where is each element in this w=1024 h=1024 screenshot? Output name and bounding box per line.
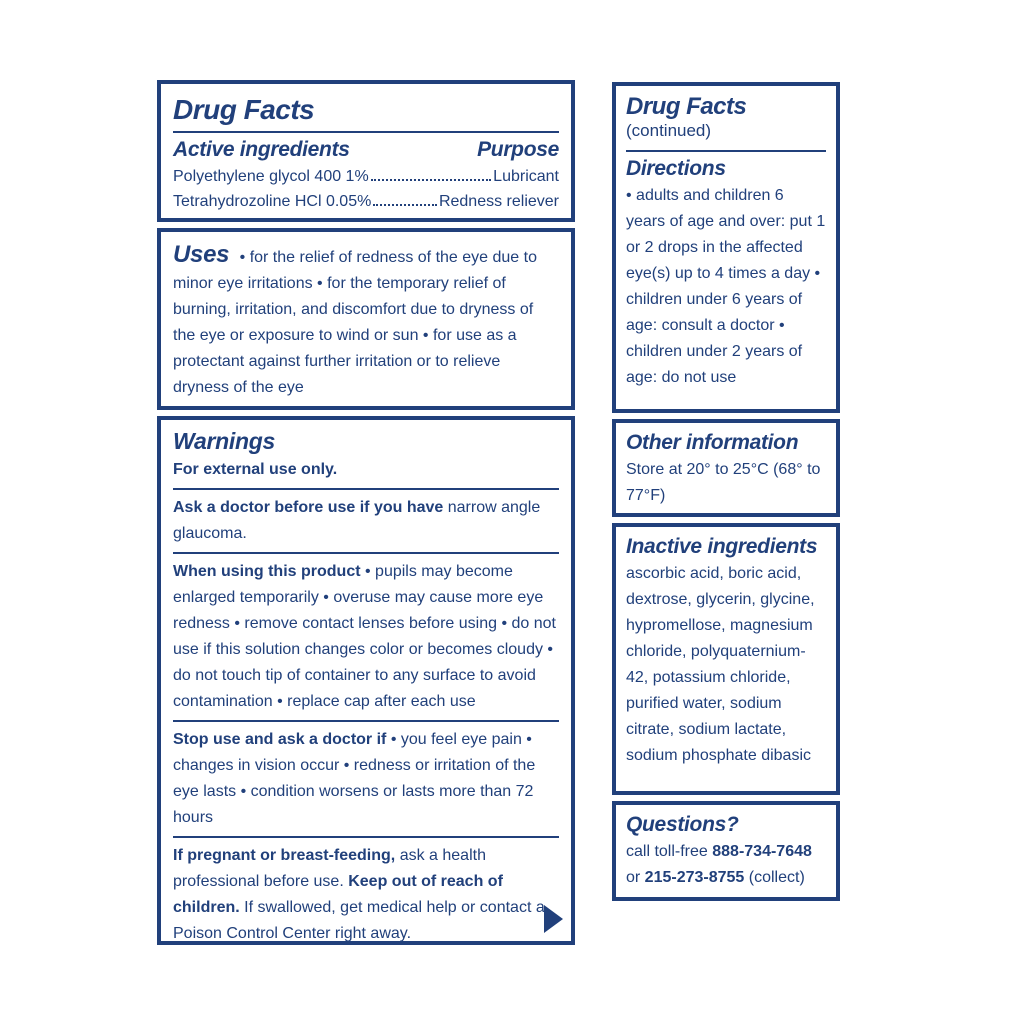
pregnant-paragraph bbox=[173, 843, 559, 947]
dotted-leader bbox=[371, 179, 491, 181]
questions-heading: Questions? bbox=[626, 813, 739, 836]
when-using-rest: • pupils may become enlarged temporarily • overuse may cause more eye redness • remove contact lenses before using • do not use if this solution changes color or becomes cloudy • do not touch tip of container to any surface to avoid contamination • replace cap after each use bbox=[173, 563, 556, 710]
ingredient-row bbox=[173, 164, 559, 189]
drug-facts-title: Drug Facts bbox=[173, 94, 315, 125]
collect-suffix: (collect) bbox=[744, 869, 805, 886]
active-ingredients-heading: Active ingredients bbox=[173, 138, 350, 162]
when-using-paragraph bbox=[173, 559, 559, 715]
divider bbox=[173, 131, 559, 133]
divider bbox=[173, 836, 559, 838]
divider bbox=[626, 150, 826, 152]
pregnant-bold: If pregnant or breast-feeding, bbox=[173, 847, 396, 864]
divider bbox=[173, 552, 559, 554]
stop-use-paragraph bbox=[173, 727, 559, 831]
questions-line-2 bbox=[626, 865, 826, 891]
active-ingredients-box bbox=[157, 80, 575, 222]
keep-out-of-reach-bold: Keep out of reach of children. bbox=[173, 873, 503, 916]
stop-use-rest: • you feel eye pain • changes in vision occur • redness or irritation of the eye lasts • condition worsens or lasts more than 72 hours bbox=[173, 731, 536, 826]
other-information-box bbox=[612, 419, 840, 517]
stop-use-bold: Stop use and ask a doctor if bbox=[173, 731, 387, 748]
toll-free-number: 888-734-7648 bbox=[712, 843, 812, 860]
pregnant-text: ask a health professional before use. bbox=[173, 847, 486, 890]
continue-arrow-icon bbox=[544, 905, 563, 933]
ask-doctor-paragraph bbox=[173, 495, 559, 547]
dotted-leader bbox=[373, 204, 437, 206]
ingredient-row bbox=[173, 189, 559, 214]
divider bbox=[173, 720, 559, 722]
collect-label: or bbox=[626, 869, 645, 886]
ingredient-purpose: Lubricant bbox=[493, 168, 559, 186]
inactive-ingredients-heading: Inactive ingredients bbox=[626, 535, 818, 558]
ingredient-purpose: Redness reliever bbox=[438, 193, 559, 211]
uses-heading: Uses bbox=[173, 241, 230, 268]
warnings-box bbox=[157, 416, 575, 945]
directions-text: • adults and children 6 years of age and over: put 1 or 2 drops in the affected eye(s) up to 4 times a day • children under 6 years of age: consult a doctor • children under 2 years of age: do not use bbox=[626, 186, 826, 386]
inactive-ingredients-box bbox=[612, 523, 840, 795]
continued-label: (continued) bbox=[626, 121, 712, 141]
external-use-text: For external use only. bbox=[173, 461, 338, 478]
right-panel bbox=[612, 82, 840, 901]
ingredient-name: Polyethylene glycol 400 1% bbox=[173, 168, 369, 186]
when-using-bold: When using this product bbox=[173, 563, 361, 580]
uses-box bbox=[157, 228, 575, 410]
questions-box bbox=[612, 801, 840, 901]
inactive-ingredients-text: ascorbic acid, boric acid, dextrose, glycerin, glycine, hypromellose, magnesium chloride, polyquaternium-42, potassium chloride, purified water, sodium citrate, sodium lactate, sodium phosphate dibasic bbox=[626, 565, 815, 764]
uses-paragraph bbox=[173, 242, 559, 401]
uses-text: • for the relief of redness of the eye due to minor eye irritations • for the temporary relief of burning, irritation, and discomfort due to dryness of the eye or exposure to wind or sun • for use as a protectant against further irritation or to relieve dryness of the eye bbox=[173, 249, 537, 396]
other-information-text: Store at 20° to 25°C (68° to 77°F) bbox=[626, 461, 821, 504]
directions-box bbox=[612, 82, 840, 413]
ask-doctor-bold: Ask a doctor before use if you have bbox=[173, 499, 444, 516]
toll-free-label: call toll-free bbox=[626, 843, 713, 860]
purpose-heading: Purpose bbox=[477, 138, 559, 162]
drug-facts-continued-title: Drug Facts bbox=[626, 93, 747, 120]
other-information-heading: Other information bbox=[626, 431, 799, 454]
warnings-heading: Warnings bbox=[173, 428, 275, 454]
ask-doctor-rest: narrow angle glaucoma. bbox=[173, 499, 541, 542]
directions-heading: Directions bbox=[626, 156, 726, 180]
left-panel bbox=[157, 80, 575, 945]
pregnant-text-2: If swallowed, get medical help or contact a Poison Control Center right away. bbox=[173, 899, 545, 942]
collect-number: 215-273-8755 bbox=[644, 869, 745, 886]
active-ingredients-header-row bbox=[173, 138, 559, 162]
questions-line-1 bbox=[626, 839, 826, 865]
divider bbox=[173, 488, 559, 490]
ingredient-name: Tetrahydrozoline HCl 0.05% bbox=[173, 193, 372, 211]
